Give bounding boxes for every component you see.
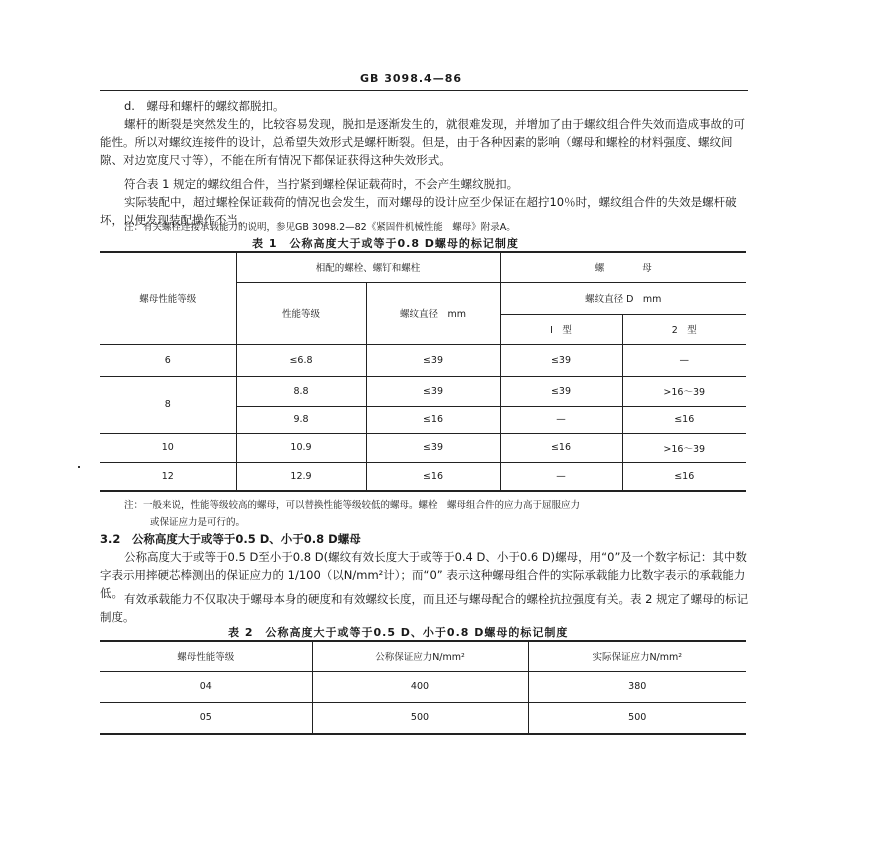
table1-header-thread-dia: 螺纹直径 mm bbox=[366, 282, 500, 344]
cell-dia: ≤16 bbox=[366, 462, 500, 491]
cell-grade: 6 bbox=[100, 344, 236, 376]
cell-type1: — bbox=[500, 406, 622, 433]
paragraph-failure-mode: 螺杆的断裂是突然发生的，比较容易发现，脱扣是逐渐发生的，就很难发现，并增加了由于螺纹组合件失效而造成事故的可能性。所以对螺纹连接件的设计，总希望失效形式是螺杆断裂。但是，由于各种因素的影响（螺母和螺栓的材料强度、螺纹间隙、对边宽度尺寸等），不能在所有情况下都保证获得这种失效形式。 bbox=[100, 117, 745, 167]
cell-type1: ≤39 bbox=[500, 376, 622, 406]
cell-type2: — bbox=[622, 344, 746, 376]
table-row bbox=[100, 433, 746, 462]
table2-header-grade: 螺母性能等级 bbox=[100, 641, 312, 671]
cell-grade: 05 bbox=[100, 702, 312, 734]
table2-header-actual: 实际保证应力N/mm² bbox=[528, 641, 746, 671]
table-row bbox=[100, 671, 746, 702]
list-item-d: d. 螺母和螺杆的螺纹都脱扣。 bbox=[124, 99, 285, 113]
table1-header-perf-grade: 性能等级 bbox=[236, 282, 366, 344]
cell-proof: 400 bbox=[312, 671, 528, 702]
cell-proof: 500 bbox=[312, 702, 528, 734]
note-load-capacity: 注：有关螺栓连接承载能力的说明，参见GB 3098.2—82《紧固件机械性能 螺母》附录A。 bbox=[124, 222, 516, 233]
paragraph-load-capacity: 有效承载能力不仅取决于螺母本身的硬度和有效螺纹长度，而且还与螺母配合的螺栓抗拉强度有关。表 2 规定了螺母的标记制度。 bbox=[100, 592, 749, 624]
paragraph-table1-ref: 符合表 1 规定的螺纹组合件，当拧紧到螺栓保证载荷时，不会产生螺纹脱扣。 bbox=[124, 177, 519, 191]
cell-grade: 04 bbox=[100, 671, 312, 702]
cell-perf: 12.9 bbox=[236, 462, 366, 491]
header-rule bbox=[100, 90, 748, 91]
table2 bbox=[100, 640, 746, 735]
cell-type1: — bbox=[500, 462, 622, 491]
cell-actual: 380 bbox=[528, 671, 746, 702]
cell-type2: ≤16 bbox=[622, 406, 746, 433]
table1 bbox=[100, 251, 746, 492]
cell-dia: ≤39 bbox=[366, 344, 500, 376]
cell-type1: ≤39 bbox=[500, 344, 622, 376]
section-number: 3.2 bbox=[100, 532, 121, 546]
cell-dia: ≤39 bbox=[366, 376, 500, 406]
table1-header-bolt-group: 相配的螺栓、螺钉和螺柱 bbox=[236, 252, 500, 282]
cell-perf: 10.9 bbox=[236, 433, 366, 462]
table1-header-nut-group: 螺 母 bbox=[500, 252, 746, 282]
cell-type2: >16～39 bbox=[622, 433, 746, 462]
standard-code: GB 3098.4—86 bbox=[360, 72, 462, 85]
paragraph-overtightening: 实际装配中，超过螺栓保证载荷的情况也会发生，而对螺母的设计应至少保证在超拧10％时，螺纹组合件的失效是螺杆破坏，以便发现装配操作不当。 bbox=[100, 195, 737, 227]
cell-type1: ≤16 bbox=[500, 433, 622, 462]
table1-note-line1: 注：一般来说，性能等级较高的螺母，可以替换性能等级较低的螺母。螺栓 螺母组合件的应力高于屈服应力 bbox=[124, 500, 581, 511]
cell-dia: ≤16 bbox=[366, 406, 500, 433]
scan-speck bbox=[78, 466, 80, 468]
cell-perf: 9.8 bbox=[236, 406, 366, 433]
cell-dia: ≤39 bbox=[366, 433, 500, 462]
table2-header-proof: 公称保证应力N/mm² bbox=[312, 641, 528, 671]
table1-note-line2: 或保证应力是可行的。 bbox=[150, 517, 246, 528]
table1-header-nut-thread-dia: 螺纹直径 D mm bbox=[500, 282, 746, 314]
section-title: 公称高度大于或等于0.5 D、小于0.8 D螺母 bbox=[120, 532, 361, 546]
cell-grade: 10 bbox=[100, 433, 236, 462]
cell-grade: 8 bbox=[100, 376, 236, 433]
paragraph-marking-system: 公称高度大于或等于0.5 D至小于0.8 D(螺纹有效长度大于或等于0.4 D、小于0.6 D)螺母，用“0”及一个数字标记：其中数字表示用摔硬芯棒测出的保证应力的 1/100（以N/mm²计）；而“0” 表示这种螺母组合件的实际承载能力比数字表示的承载能力低。 bbox=[100, 550, 747, 600]
cell-perf: 8.8 bbox=[236, 376, 366, 406]
section-3-2-heading bbox=[100, 530, 750, 548]
table2-caption: 表 2 公称高度大于或等于0.5 D、小于0.8 D螺母的标记制度 bbox=[228, 626, 569, 639]
table1-header-type2: 2 型 bbox=[622, 314, 746, 344]
cell-type2: >16～39 bbox=[622, 376, 746, 406]
table-row bbox=[100, 344, 746, 376]
cell-grade: 12 bbox=[100, 462, 236, 491]
table1-caption: 表 1 公称高度大于或等于0.8 D螺母的标记制度 bbox=[252, 237, 519, 250]
cell-actual: 500 bbox=[528, 702, 746, 734]
table-row bbox=[100, 702, 746, 734]
table1-header-type1: Ⅰ 型 bbox=[500, 314, 622, 344]
cell-perf: ≤6.8 bbox=[236, 344, 366, 376]
table-row bbox=[100, 376, 746, 406]
cell-type2: ≤16 bbox=[622, 462, 746, 491]
table1-header-nut-grade: 螺母性能等级 bbox=[100, 252, 236, 344]
table-row bbox=[100, 462, 746, 491]
